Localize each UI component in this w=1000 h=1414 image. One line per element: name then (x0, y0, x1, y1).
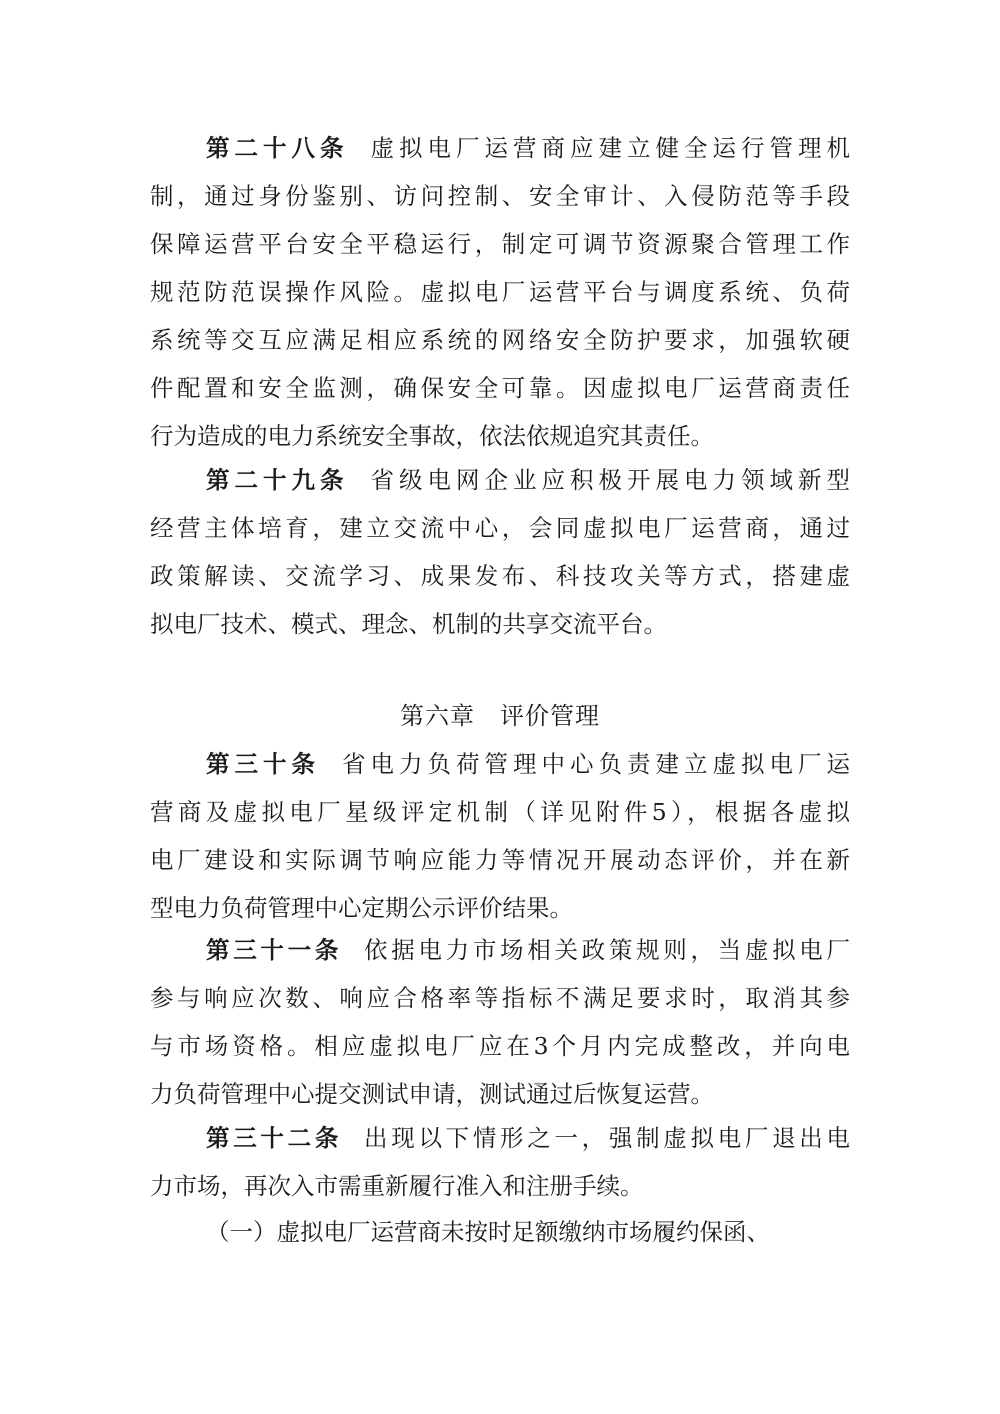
article-30-label: 第三十条 (206, 750, 320, 778)
article-30-line-4: 型电力负荷管理中心定期公示评价结果。 (150, 894, 573, 922)
article-28-line-1: 第二十八条 虚拟电厂运营商应建立健全运行管理机 (206, 134, 850, 162)
article-31-line-1: 第三十一条 依据电力市场相关政策规则，当虚拟电厂 (206, 936, 850, 964)
article-29-line-4: 拟电厂技术、模式、理念、机制的共享交流平台。 (150, 610, 667, 638)
article-28-line-7: 行为造成的电力系统安全事故，依法依规追究其责任。 (150, 422, 714, 450)
article-28-label: 第二十八条 (206, 134, 349, 162)
chapter-6-heading: 第六章 评价管理 (400, 702, 600, 730)
item-1-line-1: （一）虚拟电厂运营商未按时足额缴纳市场履约保函、 (206, 1218, 770, 1246)
article-31-label: 第三十一条 (206, 936, 343, 964)
article-29-line-3: 政策解读、交流学习、成果发布、科技攻关等方式，搭建虚 (150, 562, 850, 590)
article-30-line-1: 第三十条 省电力负荷管理中心负责建立虚拟电厂运 (206, 750, 850, 778)
article-32-line-2: 力市场，再次入市需重新履行准入和注册手续。 (150, 1172, 644, 1200)
article-29-line-2: 经营主体培育，建立交流中心，会同虚拟电厂运营商，通过 (150, 514, 850, 542)
article-31-line-2: 参与响应次数、响应合格率等指标不满足要求时，取消其参 (150, 984, 850, 1012)
article-29-label: 第二十九条 (206, 466, 349, 494)
article-28-line-4: 规范防范误操作风险。虚拟电厂运营平台与调度系统、负荷 (150, 278, 850, 306)
article-28-line-5: 系统等交互应满足相应系统的网络安全防护要求，加强软硬 (150, 326, 850, 354)
article-32-line-1: 第三十二条 出现以下情形之一，强制虚拟电厂退出电 (206, 1124, 850, 1152)
article-30-line-2: 营商及虚拟电厂星级评定机制（详见附件5），根据各虚拟 (150, 798, 850, 826)
article-30-line-3: 电厂建设和实际调节响应能力等情况开展动态评价，并在新 (150, 846, 850, 874)
article-28-line-6: 件配置和安全监测，确保安全可靠。因虚拟电厂运营商责任 (150, 374, 850, 402)
article-31-line-4: 力负荷管理中心提交测试申请，测试通过后恢复运营。 (150, 1080, 714, 1108)
article-28-line-3: 保障运营平台安全平稳运行，制定可调节资源聚合管理工作 (150, 230, 850, 258)
article-29-line-1: 第二十九条 省级电网企业应积极开展电力领域新型 (206, 466, 850, 494)
article-28-line-2: 制，通过身份鉴别、访问控制、安全审计、入侵防范等手段 (150, 182, 850, 210)
article-32-label: 第三十二条 (206, 1124, 343, 1152)
article-31-line-3: 与市场资格。相应虚拟电厂应在3个月内完成整改，并向电 (150, 1032, 850, 1060)
